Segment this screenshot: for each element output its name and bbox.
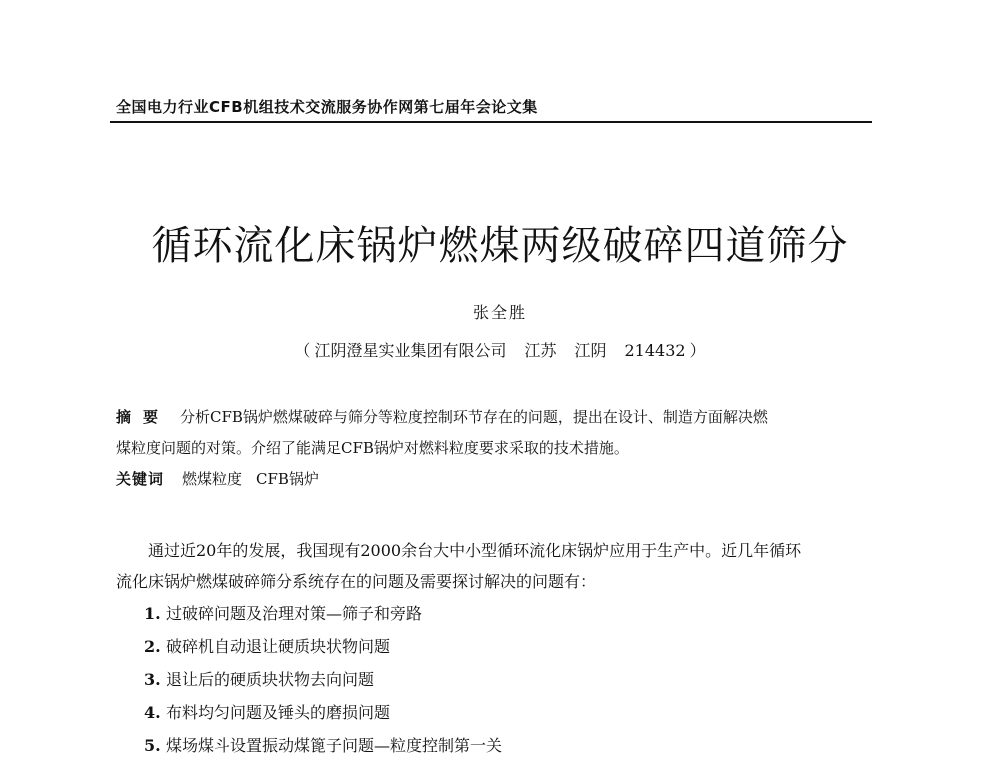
list-item xyxy=(116,630,886,663)
list-item xyxy=(116,663,886,696)
list-item-number: 3. xyxy=(144,670,161,689)
affiliation-open-paren: （ xyxy=(294,341,311,360)
abstract-line-1 xyxy=(116,402,886,433)
list-item xyxy=(116,729,886,762)
affiliation-postcode: 214432 xyxy=(624,341,686,360)
abstract-label: 摘要 xyxy=(116,408,171,426)
list-item-number: 2. xyxy=(144,637,161,656)
list-item-number: 4. xyxy=(144,703,161,722)
list-item xyxy=(116,696,886,729)
list-item-text: 煤场煤斗设置振动煤篦子问题—粒度控制第一关 xyxy=(166,736,503,755)
keywords-line xyxy=(116,464,886,495)
running-header: 全国电力行业CFB机组技术交流服务协作网第七届年会论文集 xyxy=(116,98,538,116)
list-item-text: 破碎机自动退让硬质块状物问题 xyxy=(166,637,391,656)
list-item-text: 过破碎问题及治理对策—筛子和旁路 xyxy=(166,604,423,623)
intro-line-2: 流化床锅炉燃煤破碎筛分系统存在的问题及需要探讨解决的问题有： xyxy=(116,572,597,591)
keywords-label: 关键词 xyxy=(116,470,165,488)
list-item-text: 布料均匀问题及锤头的磨损问题 xyxy=(166,703,391,722)
paper-title: 循环流化床锅炉燃煤两级破碎四道筛分 xyxy=(151,223,849,269)
body-text xyxy=(116,535,886,762)
affiliation-organization: 江阴澄星实业集团有限公司 xyxy=(314,341,507,360)
keyword-item: CFB锅炉 xyxy=(256,470,319,488)
intro-line-1: 通过近20年的发展，我国现有2000余台大中小型循环流化床锅炉应用于生产中。近几年循环 xyxy=(148,541,802,560)
author-name: 张全胜 xyxy=(472,303,527,322)
issue-list xyxy=(116,597,886,762)
affiliation xyxy=(0,338,1000,361)
affiliation-province: 江苏 xyxy=(524,341,557,360)
affiliation-city: 江阴 xyxy=(574,341,607,360)
list-item-number: 1. xyxy=(144,604,161,623)
list-item-number: 5. xyxy=(144,736,161,755)
abstract-line-2: 煤粒度问题的对策。介绍了能满足CFB锅炉对燃料粒度要求采取的技术措施。 xyxy=(116,439,629,457)
list-item-text: 退让后的硬质块状物去向问题 xyxy=(166,670,375,689)
keyword-item: 燃煤粒度 xyxy=(182,470,243,488)
list-item xyxy=(116,597,886,630)
header-rule xyxy=(110,121,872,123)
affiliation-close-paren: ） xyxy=(689,341,706,360)
abstract-block xyxy=(116,402,886,495)
abstract-text-1: 分析CFB锅炉燃煤破碎与筛分等粒度控制环节存在的问题，提出在设计、制造方面解决燃 xyxy=(180,408,768,426)
